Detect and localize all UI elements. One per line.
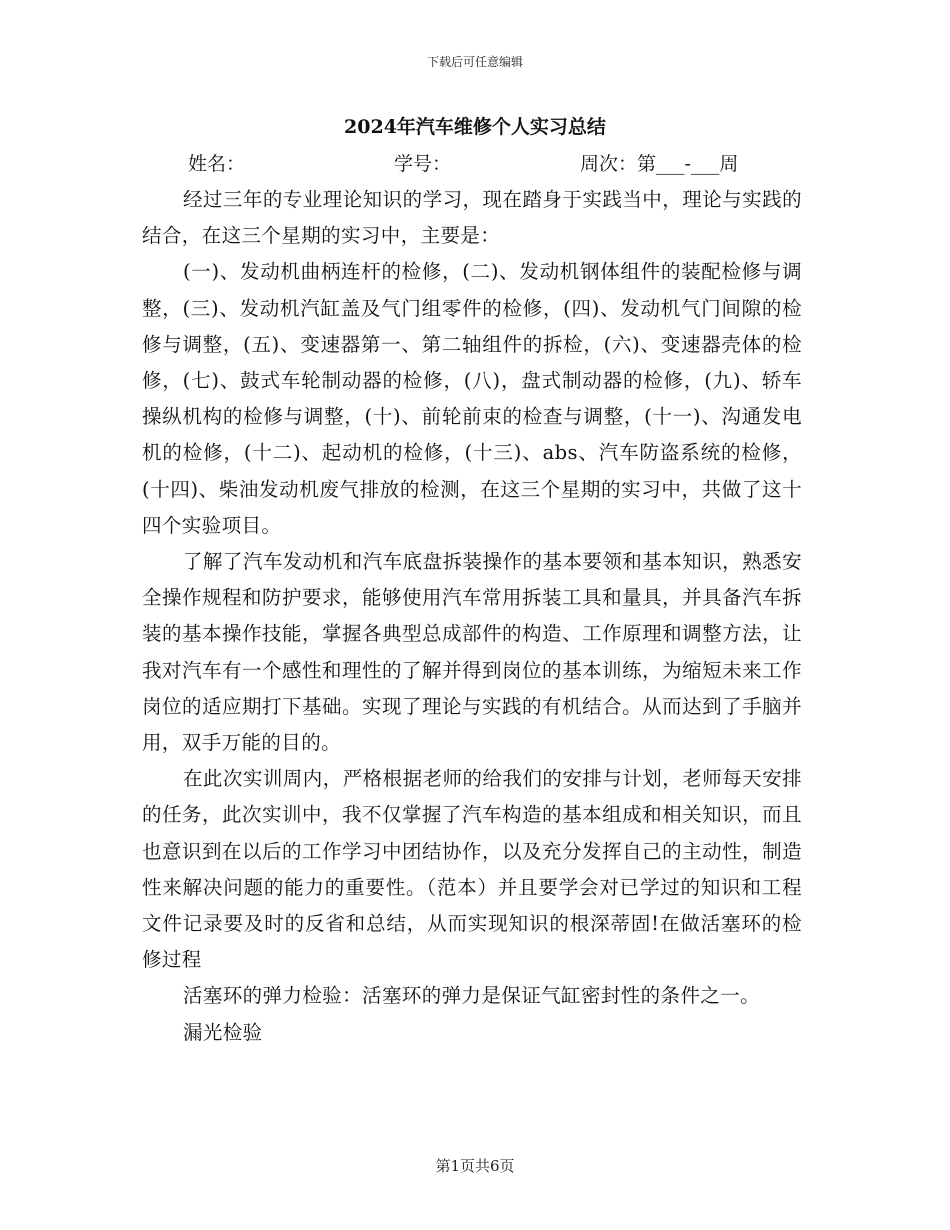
document-body — [142, 182, 802, 1051]
paragraph-training-week: 在此次实训周内，严格根据老师的给我们的安排与计划，老师每天安排的任务，此次实训中，我不仅掌握了汽车构造的基本组成和相关知识，而且也意识到在以后的工作学习中团结协作，以及充分发挥自己的主动性，制造性来解决问题的能力的重要性。（范本）并且要学会对已学过的知识和工程文件记录要及时的反省和总结，从而实现知识的根深蒂固!在做活塞环的检修过程 — [142, 767, 802, 972]
paragraph-intro: 经过三年的专业理论知识的学习，现在踏身于实践当中，理论与实践的结合，在这三个星期的实习中，主要是： — [142, 188, 802, 248]
paragraph-ring-elasticity: 活塞环的弹力检验：活塞环的弹力是保证气缸密封性的条件之一。 — [182, 984, 761, 1008]
page-header-note: 下载后可任意编辑 — [426, 55, 523, 69]
paragraph-project-list: (一)、发动机曲柄连杆的检修，(二)、发动机钢体组件的装配检修与调整，(三)、发动机汽缸盖及气门组零件的检修，(四)、发动机气门间隙的检修与调整，(五)、变速器第一、第二轴组件的拆检，(六)、变速器壳体的检修，(七)、鼓式车轮制动器的检修，(八)，盘式制动器的检修，(九)、轿车操纵机构的检修与调整，(十)、前轮前束的检查与调整，(十一)、沟通发电机的检修，(十二)、起动机的检修，(十三)、abs、汽车防盗系统的检修，(十四)、柴油发动机废气排放的检测，在这三个星期的实习中，共做了这十四个实验项目。 — [142, 260, 802, 537]
paragraph-understanding: 了解了汽车发动机和汽车底盘拆装操作的基本要领和基本知识，熟悉安全操作规程和防护要求，能够使用汽车常用拆装工具和量具，并具备汽车拆装的基本操作技能，掌握各典型总成部件的构造、工作原理和调整方法，让我对汽车有一个感性和理性的了解并得到岗位的基本训练，为缩短未来工作岗位的适应期打下基础。实现了理论与实践的有机结合。从而达到了手脑并用，双手万能的目的。 — [142, 550, 802, 755]
paragraph-light-leak-test: 漏光检验 — [182, 1020, 263, 1044]
name-label: 姓名： — [188, 153, 246, 175]
week-label: 周次：第___-___周 — [580, 153, 739, 175]
student-info-row — [188, 150, 828, 178]
student-id-label: 学号： — [394, 153, 452, 175]
page-footer-number: 第1页共6页 — [435, 1157, 515, 1175]
document-title: 2024年汽车维修个人实习总结 — [344, 116, 606, 138]
